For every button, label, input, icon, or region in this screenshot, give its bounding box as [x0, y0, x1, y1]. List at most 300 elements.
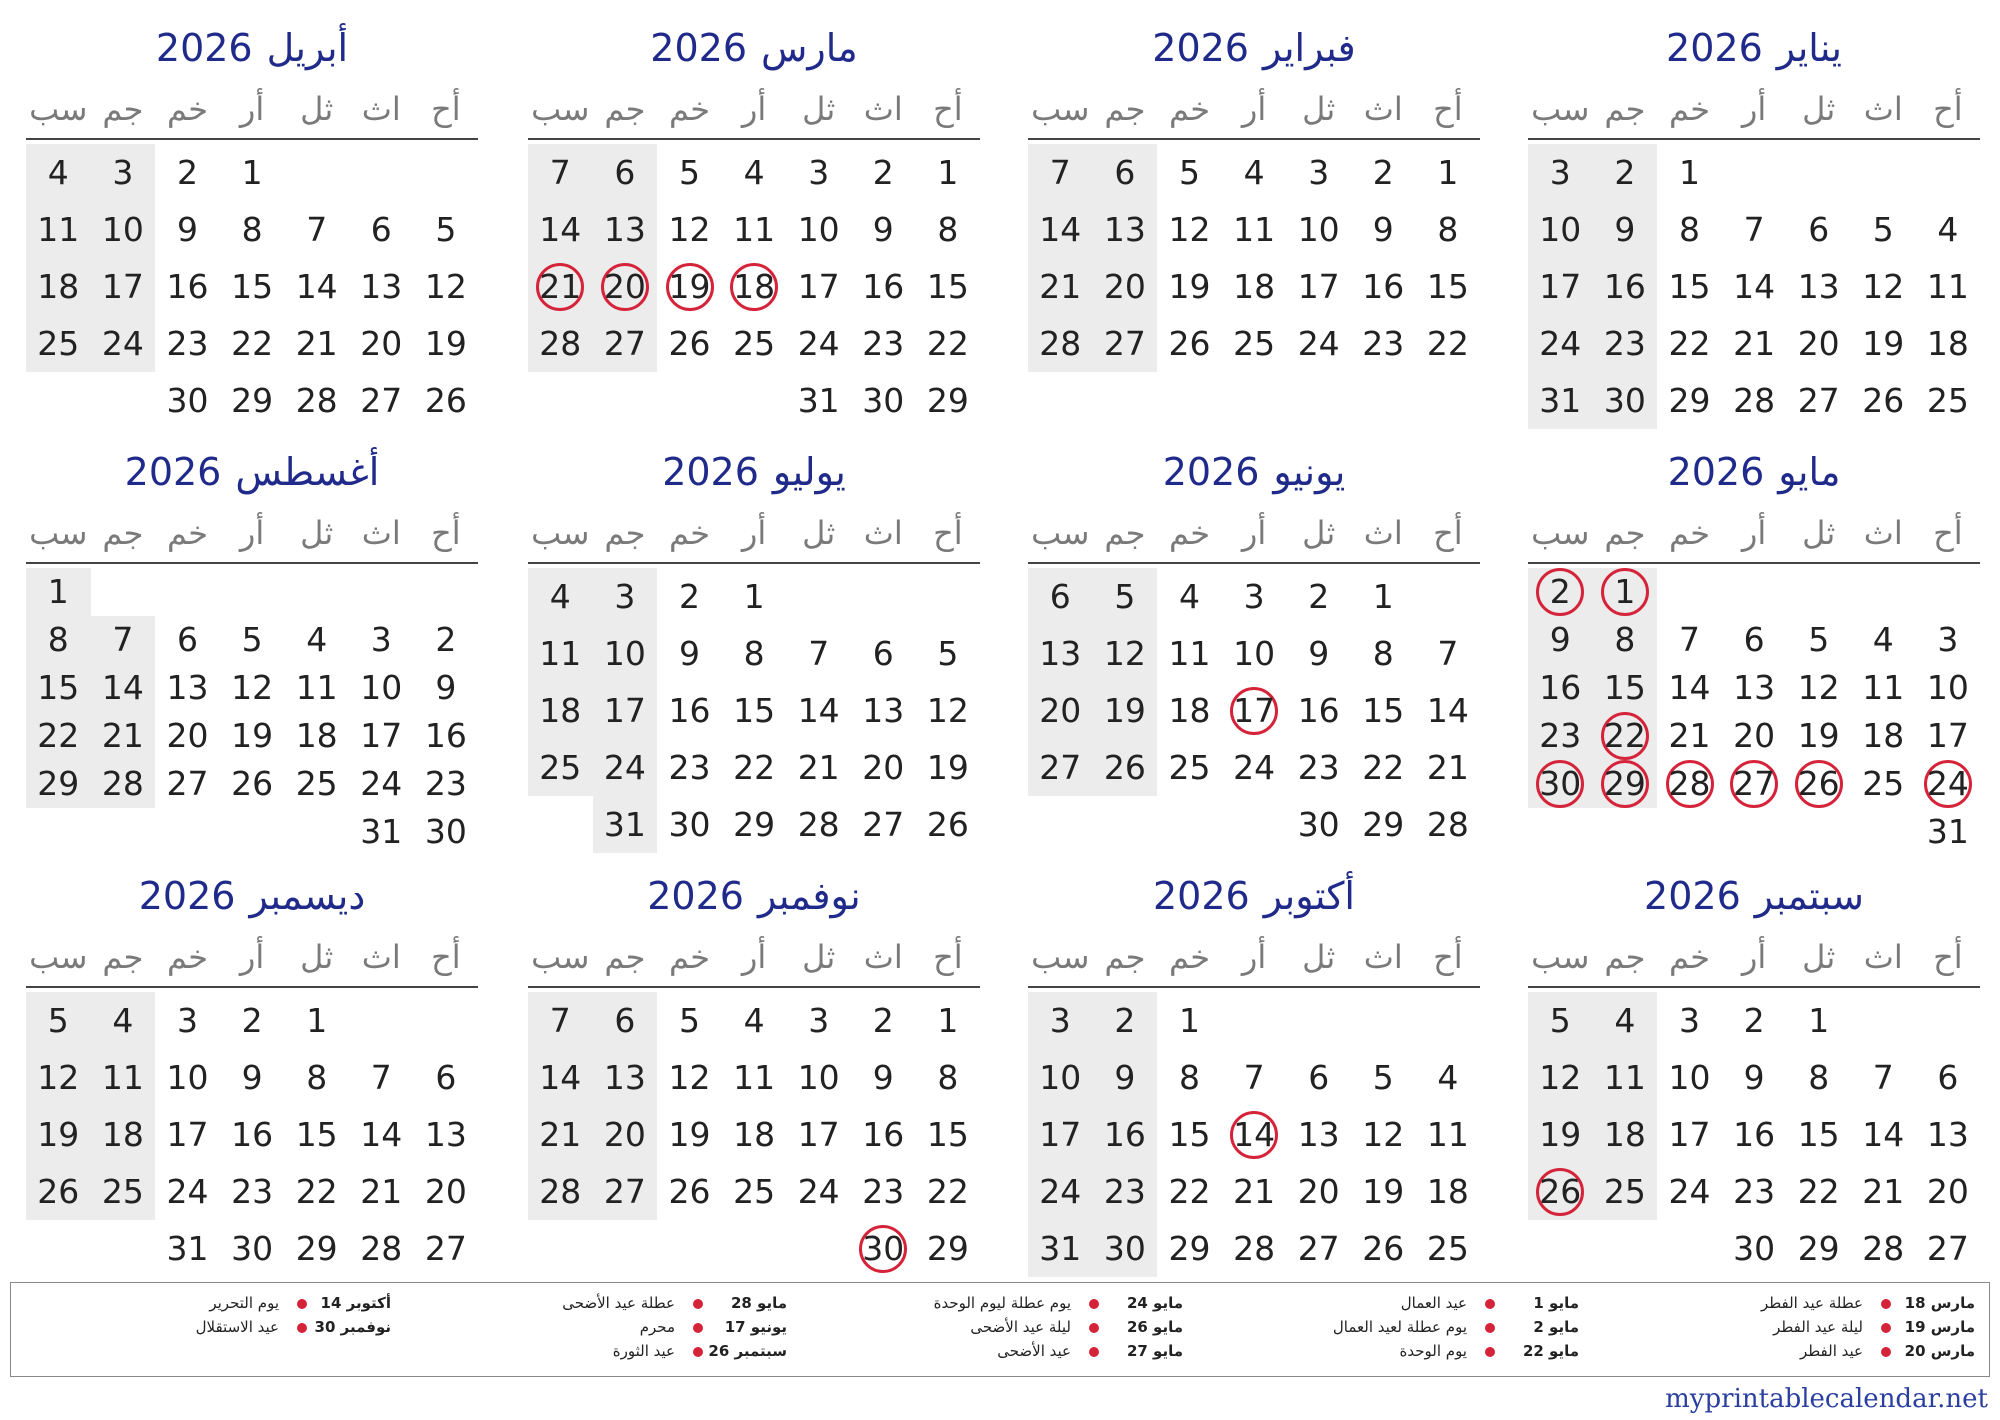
day-cell[interactable]: 21 — [1733, 324, 1776, 363]
day-cell[interactable]: 27 — [424, 1229, 467, 1268]
day-cell[interactable]: 27 — [603, 1172, 646, 1211]
day-cell[interactable]: 5 — [1372, 1058, 1394, 1097]
day-cell[interactable]: 16 — [231, 1115, 274, 1154]
day-cell[interactable]: 22 — [1168, 1172, 1211, 1211]
day-cell[interactable]: 30 — [1733, 1229, 1776, 1268]
day-cell[interactable]: 9 — [1743, 1058, 1765, 1097]
day-cell[interactable]: 18 — [733, 1115, 776, 1154]
day-cell[interactable]: 2 — [176, 153, 198, 192]
day-cell[interactable]: 31 — [166, 1229, 209, 1268]
day-cell[interactable]: 19 — [1362, 1172, 1405, 1211]
day-cell[interactable]: 6 — [872, 634, 894, 673]
day-cell[interactable]: 24 — [360, 764, 403, 803]
day-cell[interactable]: 14 — [1733, 267, 1776, 306]
day-cell[interactable]: 17 — [797, 267, 840, 306]
day-cell[interactable]: 30 — [166, 381, 209, 420]
day-cell[interactable]: 27 — [603, 324, 646, 363]
day-cell[interactable]: 11 — [1233, 210, 1276, 249]
day-cell[interactable]: 21 — [295, 324, 338, 363]
day-cell[interactable]: 4 — [1437, 1058, 1459, 1097]
day-cell[interactable]: 4 — [743, 153, 765, 192]
day-cell[interactable]: 16 — [668, 691, 711, 730]
day-cell[interactable]: 23 — [424, 764, 467, 803]
holiday-day[interactable]: 17 — [1233, 691, 1276, 730]
day-cell[interactable]: 9 — [1614, 210, 1636, 249]
day-cell[interactable]: 28 — [295, 381, 338, 420]
day-cell[interactable]: 13 — [1926, 1115, 1969, 1154]
day-cell[interactable]: 21 — [1862, 1172, 1905, 1211]
day-cell[interactable]: 5 — [435, 210, 457, 249]
day-cell[interactable]: 3 — [1549, 153, 1571, 192]
day-cell[interactable]: 14 — [1862, 1115, 1905, 1154]
day-cell[interactable]: 12 — [231, 668, 274, 707]
day-cell[interactable]: 7 — [808, 634, 830, 673]
day-cell[interactable]: 5 — [1872, 210, 1894, 249]
day-cell[interactable]: 25 — [101, 1172, 144, 1211]
day-cell[interactable]: 22 — [37, 716, 80, 755]
day-cell[interactable]: 10 — [101, 210, 144, 249]
day-cell[interactable]: 30 — [668, 805, 711, 844]
day-cell[interactable]: 9 — [678, 634, 700, 673]
day-cell[interactable]: 11 — [733, 210, 776, 249]
day-cell[interactable]: 7 — [1872, 1058, 1894, 1097]
day-cell[interactable]: 18 — [101, 1115, 144, 1154]
day-cell[interactable]: 13 — [862, 691, 905, 730]
day-cell[interactable]: 2 — [872, 1001, 894, 1040]
day-cell[interactable]: 28 — [360, 1229, 403, 1268]
day-cell[interactable]: 30 — [862, 381, 905, 420]
day-cell[interactable]: 6 — [1308, 1058, 1330, 1097]
day-cell[interactable]: 19 — [1168, 267, 1211, 306]
day-cell[interactable]: 11 — [101, 1058, 144, 1097]
day-cell[interactable]: 18 — [539, 691, 582, 730]
day-cell[interactable]: 3 — [370, 620, 392, 659]
day-cell[interactable]: 14 — [539, 1058, 582, 1097]
day-cell[interactable]: 28 — [1862, 1229, 1905, 1268]
day-cell[interactable]: 1 — [306, 1001, 328, 1040]
day-cell[interactable]: 24 — [797, 324, 840, 363]
day-cell[interactable]: 15 — [231, 267, 274, 306]
day-cell[interactable]: 13 — [166, 668, 209, 707]
day-cell[interactable]: 28 — [1039, 324, 1082, 363]
day-cell[interactable]: 26 — [424, 381, 467, 420]
day-cell[interactable]: 27 — [1926, 1229, 1969, 1268]
day-cell[interactable]: 1 — [1808, 1001, 1830, 1040]
day-cell[interactable]: 10 — [1039, 1058, 1082, 1097]
day-cell[interactable]: 11 — [1603, 1058, 1646, 1097]
day-cell[interactable]: 30 — [1297, 805, 1340, 844]
day-cell[interactable]: 29 — [926, 1229, 969, 1268]
day-cell[interactable]: 23 — [1297, 748, 1340, 787]
day-cell[interactable]: 2 — [1308, 577, 1330, 616]
day-cell[interactable]: 29 — [295, 1229, 338, 1268]
day-cell[interactable]: 25 — [1603, 1172, 1646, 1211]
day-cell[interactable]: 17 — [1297, 267, 1340, 306]
day-cell[interactable]: 5 — [47, 1001, 69, 1040]
day-cell[interactable]: 22 — [231, 324, 274, 363]
day-cell[interactable]: 22 — [733, 748, 776, 787]
day-cell[interactable]: 3 — [1308, 153, 1330, 192]
holiday-day[interactable]: 27 — [1733, 764, 1776, 803]
day-cell[interactable]: 6 — [1937, 1058, 1959, 1097]
day-cell[interactable]: 15 — [1797, 1115, 1840, 1154]
day-cell[interactable]: 29 — [926, 381, 969, 420]
day-cell[interactable]: 8 — [47, 620, 69, 659]
day-cell[interactable]: 27 — [1297, 1229, 1340, 1268]
day-cell[interactable]: 8 — [1437, 210, 1459, 249]
day-cell[interactable]: 18 — [37, 267, 80, 306]
day-cell[interactable]: 17 — [1039, 1115, 1082, 1154]
day-cell[interactable]: 19 — [668, 1115, 711, 1154]
day-cell[interactable]: 10 — [603, 634, 646, 673]
day-cell[interactable]: 12 — [1362, 1115, 1405, 1154]
day-cell[interactable]: 22 — [926, 324, 969, 363]
day-cell[interactable]: 27 — [1797, 381, 1840, 420]
day-cell[interactable]: 17 — [166, 1115, 209, 1154]
day-cell[interactable]: 4 — [1614, 1001, 1636, 1040]
day-cell[interactable]: 15 — [1168, 1115, 1211, 1154]
holiday-day[interactable]: 19 — [668, 267, 711, 306]
day-cell[interactable]: 17 — [797, 1115, 840, 1154]
day-cell[interactable]: 21 — [797, 748, 840, 787]
day-cell[interactable]: 7 — [370, 1058, 392, 1097]
day-cell[interactable]: 30 — [231, 1229, 274, 1268]
day-cell[interactable]: 14 — [1426, 691, 1469, 730]
day-cell[interactable]: 16 — [1297, 691, 1340, 730]
day-cell[interactable]: 2 — [435, 620, 457, 659]
day-cell[interactable]: 10 — [797, 210, 840, 249]
day-cell[interactable]: 23 — [231, 1172, 274, 1211]
day-cell[interactable]: 12 — [1103, 634, 1146, 673]
day-cell[interactable]: 8 — [743, 634, 765, 673]
holiday-day[interactable]: 30 — [1539, 764, 1582, 803]
day-cell[interactable]: 22 — [1426, 324, 1469, 363]
day-cell[interactable]: 7 — [1243, 1058, 1265, 1097]
day-cell[interactable]: 4 — [1872, 620, 1894, 659]
day-cell[interactable]: 9 — [1114, 1058, 1136, 1097]
day-cell[interactable]: 3 — [808, 153, 830, 192]
day-cell[interactable]: 5 — [1178, 153, 1200, 192]
day-cell[interactable]: 24 — [603, 748, 646, 787]
day-cell[interactable]: 31 — [797, 381, 840, 420]
day-cell[interactable]: 24 — [166, 1172, 209, 1211]
day-cell[interactable]: 24 — [101, 324, 144, 363]
day-cell[interactable]: 31 — [360, 812, 403, 851]
day-cell[interactable]: 22 — [1362, 748, 1405, 787]
day-cell[interactable]: 13 — [603, 210, 646, 249]
day-cell[interactable]: 26 — [668, 1172, 711, 1211]
day-cell[interactable]: 19 — [1539, 1115, 1582, 1154]
day-cell[interactable]: 5 — [241, 620, 263, 659]
day-cell[interactable]: 29 — [1168, 1229, 1211, 1268]
day-cell[interactable]: 18 — [295, 716, 338, 755]
day-cell[interactable]: 24 — [797, 1172, 840, 1211]
day-cell[interactable]: 20 — [1297, 1172, 1340, 1211]
day-cell[interactable]: 26 — [1862, 381, 1905, 420]
day-cell[interactable]: 8 — [1178, 1058, 1200, 1097]
day-cell[interactable]: 28 — [797, 805, 840, 844]
day-cell[interactable]: 23 — [1362, 324, 1405, 363]
day-cell[interactable]: 25 — [1426, 1229, 1469, 1268]
day-cell[interactable]: 12 — [1539, 1058, 1582, 1097]
day-cell[interactable]: 28 — [1733, 381, 1776, 420]
day-cell[interactable]: 27 — [1103, 324, 1146, 363]
day-cell[interactable]: 25 — [1862, 764, 1905, 803]
day-cell[interactable]: 25 — [1233, 324, 1276, 363]
day-cell[interactable]: 26 — [926, 805, 969, 844]
day-cell[interactable]: 24 — [1668, 1172, 1711, 1211]
day-cell[interactable]: 26 — [37, 1172, 80, 1211]
day-cell[interactable]: 22 — [926, 1172, 969, 1211]
holiday-day[interactable]: 26 — [1539, 1172, 1582, 1211]
day-cell[interactable]: 31 — [1539, 381, 1582, 420]
day-cell[interactable]: 3 — [614, 577, 636, 616]
day-cell[interactable]: 20 — [1797, 324, 1840, 363]
day-cell[interactable]: 19 — [926, 748, 969, 787]
day-cell[interactable]: 16 — [1539, 668, 1582, 707]
day-cell[interactable]: 21 — [1233, 1172, 1276, 1211]
day-cell[interactable]: 16 — [1733, 1115, 1776, 1154]
day-cell[interactable]: 17 — [1926, 716, 1969, 755]
day-cell[interactable]: 19 — [231, 716, 274, 755]
day-cell[interactable]: 7 — [1049, 153, 1071, 192]
day-cell[interactable]: 6 — [1808, 210, 1830, 249]
day-cell[interactable]: 5 — [1549, 1001, 1571, 1040]
holiday-day[interactable]: 24 — [1926, 764, 1969, 803]
day-cell[interactable]: 1 — [1178, 1001, 1200, 1040]
day-cell[interactable]: 27 — [862, 805, 905, 844]
day-cell[interactable]: 11 — [295, 668, 338, 707]
day-cell[interactable]: 31 — [1039, 1229, 1082, 1268]
day-cell[interactable]: 18 — [1926, 324, 1969, 363]
day-cell[interactable]: 1 — [743, 577, 765, 616]
day-cell[interactable]: 29 — [733, 805, 776, 844]
day-cell[interactable]: 18 — [1862, 716, 1905, 755]
day-cell[interactable]: 7 — [306, 210, 328, 249]
day-cell[interactable]: 1 — [1372, 577, 1394, 616]
day-cell[interactable]: 9 — [872, 1058, 894, 1097]
day-cell[interactable]: 28 — [539, 1172, 582, 1211]
day-cell[interactable]: 7 — [549, 1001, 571, 1040]
day-cell[interactable]: 7 — [1437, 634, 1459, 673]
day-cell[interactable]: 16 — [1103, 1115, 1146, 1154]
day-cell[interactable]: 6 — [1743, 620, 1765, 659]
day-cell[interactable]: 9 — [241, 1058, 263, 1097]
day-cell[interactable]: 10 — [360, 668, 403, 707]
day-cell[interactable]: 3 — [1243, 577, 1265, 616]
day-cell[interactable]: 9 — [1372, 210, 1394, 249]
day-cell[interactable]: 20 — [862, 748, 905, 787]
day-cell[interactable]: 4 — [1937, 210, 1959, 249]
day-cell[interactable]: 1 — [1678, 153, 1700, 192]
day-cell[interactable]: 20 — [1103, 267, 1146, 306]
day-cell[interactable]: 16 — [862, 267, 905, 306]
day-cell[interactable]: 15 — [926, 1115, 969, 1154]
day-cell[interactable]: 5 — [937, 634, 959, 673]
day-cell[interactable]: 16 — [166, 267, 209, 306]
day-cell[interactable]: 9 — [872, 210, 894, 249]
holiday-day[interactable]: 26 — [1797, 764, 1840, 803]
day-cell[interactable]: 10 — [166, 1058, 209, 1097]
day-cell[interactable]: 5 — [1114, 577, 1136, 616]
day-cell[interactable]: 2 — [1372, 153, 1394, 192]
day-cell[interactable]: 10 — [1668, 1058, 1711, 1097]
day-cell[interactable]: 4 — [1178, 577, 1200, 616]
day-cell[interactable]: 15 — [1362, 691, 1405, 730]
day-cell[interactable]: 13 — [1103, 210, 1146, 249]
day-cell[interactable]: 15 — [1426, 267, 1469, 306]
day-cell[interactable]: 23 — [1603, 324, 1646, 363]
day-cell[interactable]: 13 — [1297, 1115, 1340, 1154]
day-cell[interactable]: 14 — [1039, 210, 1082, 249]
day-cell[interactable]: 14 — [1668, 668, 1711, 707]
day-cell[interactable]: 25 — [733, 1172, 776, 1211]
day-cell[interactable]: 15 — [1668, 267, 1711, 306]
day-cell[interactable]: 21 — [1668, 716, 1711, 755]
day-cell[interactable]: 12 — [1168, 210, 1211, 249]
day-cell[interactable]: 25 — [1926, 381, 1969, 420]
day-cell[interactable]: 21 — [1039, 267, 1082, 306]
day-cell[interactable]: 30 — [1103, 1229, 1146, 1268]
day-cell[interactable]: 28 — [1426, 805, 1469, 844]
day-cell[interactable]: 13 — [603, 1058, 646, 1097]
day-cell[interactable]: 4 — [1243, 153, 1265, 192]
day-cell[interactable]: 9 — [1308, 634, 1330, 673]
day-cell[interactable]: 28 — [1233, 1229, 1276, 1268]
day-cell[interactable]: 1 — [241, 153, 263, 192]
day-cell[interactable]: 10 — [797, 1058, 840, 1097]
day-cell[interactable]: 9 — [1549, 620, 1571, 659]
day-cell[interactable]: 5 — [678, 153, 700, 192]
holiday-day[interactable]: 1 — [1614, 572, 1636, 611]
day-cell[interactable]: 19 — [1797, 716, 1840, 755]
day-cell[interactable]: 22 — [295, 1172, 338, 1211]
day-cell[interactable]: 27 — [1039, 748, 1082, 787]
day-cell[interactable]: 29 — [1362, 805, 1405, 844]
day-cell[interactable]: 2 — [872, 153, 894, 192]
day-cell[interactable]: 5 — [1808, 620, 1830, 659]
day-cell[interactable]: 17 — [360, 716, 403, 755]
day-cell[interactable]: 19 — [424, 324, 467, 363]
day-cell[interactable]: 25 — [1168, 748, 1211, 787]
day-cell[interactable]: 23 — [668, 748, 711, 787]
day-cell[interactable]: 16 — [424, 716, 467, 755]
day-cell[interactable]: 11 — [1862, 668, 1905, 707]
day-cell[interactable]: 20 — [424, 1172, 467, 1211]
day-cell[interactable]: 18 — [1233, 267, 1276, 306]
day-cell[interactable]: 6 — [1049, 577, 1071, 616]
day-cell[interactable]: 21 — [360, 1172, 403, 1211]
day-cell[interactable]: 14 — [360, 1115, 403, 1154]
day-cell[interactable]: 8 — [937, 210, 959, 249]
day-cell[interactable]: 30 — [424, 812, 467, 851]
day-cell[interactable]: 3 — [112, 153, 134, 192]
day-cell[interactable]: 6 — [370, 210, 392, 249]
day-cell[interactable]: 21 — [1426, 748, 1469, 787]
day-cell[interactable]: 20 — [360, 324, 403, 363]
day-cell[interactable]: 13 — [1733, 668, 1776, 707]
day-cell[interactable]: 8 — [241, 210, 263, 249]
day-cell[interactable]: 1 — [937, 1001, 959, 1040]
day-cell[interactable]: 26 — [668, 324, 711, 363]
day-cell[interactable]: 2 — [241, 1001, 263, 1040]
day-cell[interactable]: 24 — [1297, 324, 1340, 363]
day-cell[interactable]: 14 — [295, 267, 338, 306]
day-cell[interactable]: 7 — [1743, 210, 1765, 249]
day-cell[interactable]: 7 — [549, 153, 571, 192]
holiday-day[interactable]: 29 — [1603, 764, 1646, 803]
holiday-day[interactable]: 18 — [733, 267, 776, 306]
day-cell[interactable]: 10 — [1297, 210, 1340, 249]
holiday-day[interactable]: 2 — [1549, 572, 1571, 611]
day-cell[interactable]: 5 — [678, 1001, 700, 1040]
day-cell[interactable]: 16 — [1603, 267, 1646, 306]
day-cell[interactable]: 6 — [1114, 153, 1136, 192]
day-cell[interactable]: 14 — [101, 668, 144, 707]
day-cell[interactable]: 26 — [1362, 1229, 1405, 1268]
day-cell[interactable]: 4 — [47, 153, 69, 192]
day-cell[interactable]: 26 — [1103, 748, 1146, 787]
day-cell[interactable]: 18 — [1603, 1115, 1646, 1154]
day-cell[interactable]: 12 — [668, 1058, 711, 1097]
day-cell[interactable]: 19 — [37, 1115, 80, 1154]
day-cell[interactable]: 28 — [101, 764, 144, 803]
day-cell[interactable]: 12 — [668, 210, 711, 249]
day-cell[interactable]: 13 — [360, 267, 403, 306]
day-cell[interactable]: 26 — [1168, 324, 1211, 363]
day-cell[interactable]: 13 — [1797, 267, 1840, 306]
day-cell[interactable]: 20 — [1926, 1172, 1969, 1211]
day-cell[interactable]: 2 — [1614, 153, 1636, 192]
day-cell[interactable]: 11 — [539, 634, 582, 673]
day-cell[interactable]: 8 — [1372, 634, 1394, 673]
day-cell[interactable]: 8 — [1614, 620, 1636, 659]
day-cell[interactable]: 21 — [101, 716, 144, 755]
day-cell[interactable]: 19 — [1862, 324, 1905, 363]
day-cell[interactable]: 9 — [435, 668, 457, 707]
day-cell[interactable]: 4 — [306, 620, 328, 659]
day-cell[interactable]: 23 — [1539, 716, 1582, 755]
day-cell[interactable]: 15 — [1603, 668, 1646, 707]
day-cell[interactable]: 23 — [166, 324, 209, 363]
day-cell[interactable]: 26 — [231, 764, 274, 803]
day-cell[interactable]: 13 — [1039, 634, 1082, 673]
holiday-day[interactable]: 14 — [1233, 1115, 1276, 1154]
day-cell[interactable]: 8 — [937, 1058, 959, 1097]
day-cell[interactable]: 24 — [1539, 324, 1582, 363]
day-cell[interactable]: 29 — [1797, 1229, 1840, 1268]
day-cell[interactable]: 14 — [797, 691, 840, 730]
day-cell[interactable]: 12 — [424, 267, 467, 306]
day-cell[interactable]: 12 — [37, 1058, 80, 1097]
holiday-day[interactable]: 20 — [603, 267, 646, 306]
day-cell[interactable]: 17 — [603, 691, 646, 730]
day-cell[interactable]: 2 — [678, 577, 700, 616]
day-cell[interactable]: 12 — [1797, 668, 1840, 707]
day-cell[interactable]: 3 — [1937, 620, 1959, 659]
day-cell[interactable]: 11 — [733, 1058, 776, 1097]
day-cell[interactable]: 25 — [733, 324, 776, 363]
day-cell[interactable]: 15 — [926, 267, 969, 306]
day-cell[interactable]: 23 — [862, 1172, 905, 1211]
day-cell[interactable]: 17 — [1539, 267, 1582, 306]
day-cell[interactable]: 17 — [1668, 1115, 1711, 1154]
day-cell[interactable]: 6 — [176, 620, 198, 659]
day-cell[interactable]: 13 — [424, 1115, 467, 1154]
day-cell[interactable]: 22 — [1668, 324, 1711, 363]
day-cell[interactable]: 22 — [1797, 1172, 1840, 1211]
day-cell[interactable]: 31 — [1926, 812, 1969, 851]
